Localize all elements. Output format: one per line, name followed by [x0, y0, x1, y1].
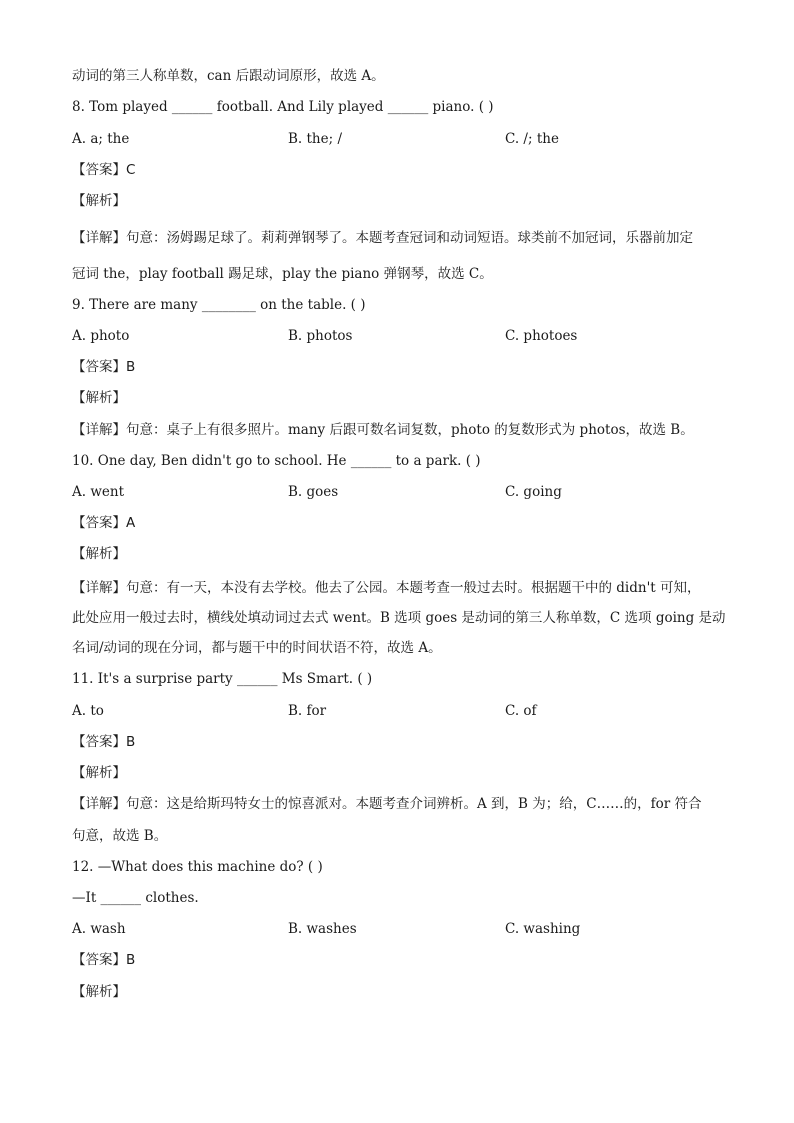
q9-option-b: B. photos — [288, 328, 353, 344]
q8-answer: 【答案】C — [72, 162, 136, 178]
q8-analysis-label: 【解析】 — [72, 193, 126, 209]
q11-option-c: C. of — [505, 703, 537, 719]
q11-analysis-label: 【解析】 — [72, 765, 126, 781]
question-12: 12. —What does this machine do? ( ) — [72, 859, 323, 875]
q8-detail-line-2: 冠词 the，play football 踢足球，play the piano 弹钢琴，故选 C。 — [72, 266, 493, 282]
q9-detail-line-1: 【详解】句意：桌子上有很多照片。many 后跟可数名词复数，photo 的复数形式为 photos，故选 B。 — [72, 422, 694, 438]
q8-detail-line-1: 【详解】句意：汤姆踢足球了。莉莉弹钢琴了。本题考查冠词和动词短语。球类前不加冠词，乐器前加定 — [72, 230, 693, 246]
q9-analysis-label: 【解析】 — [72, 390, 126, 406]
q10-option-c: C. going — [505, 484, 562, 500]
q10-detail-line-1: 【详解】句意：有一天，本没有去学校。他去了公园。本题考查一般过去时。根据题干中的 didn't 可知， — [72, 580, 701, 596]
q11-option-b: B. for — [288, 703, 327, 719]
q10-detail-line-2: 此处应用一般过去时，横线处填动词过去式 went。B 选项 goes 是动词的第三人称单数，C 选项 going 是动 — [72, 610, 726, 626]
q12-analysis-label: 【解析】 — [72, 984, 126, 1000]
question-10: 10. One day, Ben didn't go to school. He ______ to a park. ( ) — [72, 453, 481, 469]
answer-explanation-continued: 动词的第三人称单数，can 后跟动词原形，故选 A。 — [72, 68, 385, 84]
q11-option-a: A. to — [72, 703, 104, 719]
q10-analysis-label: 【解析】 — [72, 546, 126, 562]
q11-detail-line-2: 句意，故选 B。 — [72, 828, 168, 844]
q12-sentence: —It ______ clothes. — [72, 890, 199, 906]
q10-option-b: B. goes — [288, 484, 339, 500]
q11-detail-line-1: 【详解】句意：这是给斯玛特女士的惊喜派对。本题考查介词辨析。A 到，B 为；给，C……的，for 符合 — [72, 796, 702, 812]
q8-option-a: A. a; the — [72, 131, 130, 147]
q9-option-c: C. photoes — [505, 328, 578, 344]
q12-option-b: B. washes — [288, 921, 357, 937]
q8-option-b: B. the; / — [288, 131, 342, 147]
q11-answer: 【答案】B — [72, 734, 136, 750]
q8-option-c: C. /; the — [505, 131, 559, 147]
q12-answer: 【答案】B — [72, 952, 136, 968]
q10-option-a: A. went — [72, 484, 124, 500]
q9-answer: 【答案】B — [72, 359, 136, 375]
question-9: 9. There are many ________ on the table. ( ) — [72, 297, 366, 313]
question-8: 8. Tom played ______ football. And Lily played ______ piano. ( ) — [72, 99, 494, 115]
q10-detail-line-3: 名词/动词的现在分词，都与题干中的时间状语不符，故选 A。 — [72, 640, 442, 656]
q10-answer: 【答案】A — [72, 515, 136, 531]
q12-option-a: A. wash — [72, 921, 126, 937]
question-11: 11. It's a surprise party ______ Ms Smart. ( ) — [72, 671, 373, 687]
q9-option-a: A. photo — [72, 328, 130, 344]
q12-option-c: C. washing — [505, 921, 581, 937]
